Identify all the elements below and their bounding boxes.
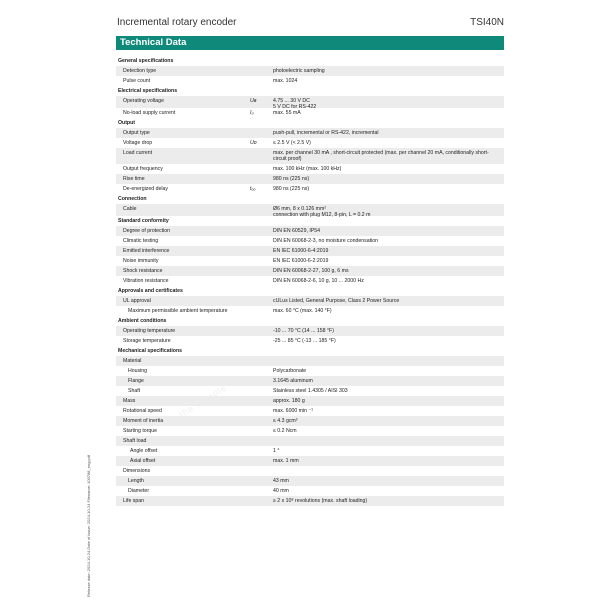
spec-value: DIN EN 60068-2-3, no moisture condensation (273, 238, 378, 244)
spec-value: max. 6000 min ⁻¹ (273, 408, 313, 414)
spec-row (116, 96, 504, 108)
spec-row (116, 426, 504, 436)
spec-row (116, 416, 504, 426)
section-heading: General specifications (118, 58, 174, 64)
section-heading: Approvals and certificates (118, 288, 183, 294)
spec-value: max. per channel 30 mA , short-circuit protected (max. per channel 20 mA, conditionally short-circuit proof) (273, 150, 489, 162)
spec-row (116, 276, 504, 286)
spec-label: Diameter (128, 488, 150, 494)
spec-value: 980 ns (225 ns) (273, 186, 310, 192)
spec-value: approx. 180 g (273, 398, 305, 404)
spec-row (116, 306, 504, 316)
spec-label: Shaft (128, 388, 141, 394)
spec-value: DIN EN 60068-2-27, 100 g, 6 ms (273, 268, 349, 274)
spec-row (116, 326, 504, 336)
spec-row (116, 446, 504, 456)
spec-value: photoelectric sampling (273, 68, 325, 74)
spec-row (116, 336, 504, 346)
spec-row (116, 406, 504, 416)
spec-row (116, 236, 504, 246)
spec-value: 3.1645 aluminum (273, 378, 313, 384)
spec-label: Operating temperature (123, 328, 176, 334)
spec-label: Cable (123, 206, 137, 212)
spec-value: DIN EN 60068-2-6, 10 g, 10 ... 2000 Hz (273, 278, 364, 284)
spec-label: Emitted interference (123, 248, 170, 254)
spec-value: 43 mm (273, 478, 289, 484)
spec-value: Polycarbonate (273, 368, 307, 374)
spec-row (116, 486, 504, 496)
spec-row (116, 66, 504, 76)
spec-row (116, 174, 504, 184)
spec-row (116, 386, 504, 396)
spec-value: max. 100 kHz (max. 100 kHz) (273, 166, 342, 172)
spec-value: Stainless steel 1.4305 / AISI 303 (273, 388, 348, 394)
section-bar-technical-data: Technical Data (116, 36, 504, 50)
section-heading: Mechanical specifications (118, 348, 183, 354)
spec-label: Axial offset (130, 458, 156, 464)
spec-value: Ø6 mm, 8 x 0.126 mm² connection with plug M12, 8-pin, L = 0.2 m (273, 206, 371, 218)
spec-row (116, 356, 504, 366)
section-heading: Output (118, 120, 135, 126)
spec-value: ≤ 0.2 Ncm (273, 428, 297, 434)
spec-row (116, 476, 504, 486)
spec-label: Rise time (123, 176, 145, 182)
spec-value: ≤ 4.3 gcm² (273, 418, 298, 424)
spec-row (116, 148, 504, 164)
spec-value: max. 60 °C (max. 140 °F) (273, 308, 332, 314)
spec-label: Mass (123, 398, 136, 404)
spec-row (116, 164, 504, 174)
spec-row (116, 366, 504, 376)
spec-value: DIN EN 60529, IP54 (273, 228, 321, 234)
spec-label: Storage temperature (123, 338, 171, 344)
spec-label: Shock resistance (123, 268, 163, 274)
spec-value: max. 1024 (273, 78, 298, 84)
spec-row (116, 76, 504, 86)
spec-symbol: Uʙ (250, 98, 257, 104)
spec-label: Climatic testing (123, 238, 159, 244)
spec-label: UL approval (123, 298, 151, 304)
spec-value: EN IEC 61000-6-4:2019 (273, 248, 329, 254)
spec-label: Voltage drop (123, 140, 153, 146)
spec-label: Maximum permissible ambient temperature (128, 308, 228, 314)
spec-value: 4.75 ... 30 V DC 5 V DC for RS-422 (273, 98, 317, 110)
spec-value: max. 1 mm (273, 458, 299, 464)
section-heading: Connection (118, 196, 147, 202)
spec-row (116, 204, 504, 216)
section-heading: Standard conformity (118, 218, 169, 224)
spec-label: Starting torque (123, 428, 158, 434)
spec-row (116, 226, 504, 236)
spec-row (116, 266, 504, 276)
spec-row (116, 496, 504, 506)
section-heading: Ambient conditions (118, 318, 167, 324)
document-title: Incremental rotary encoder (117, 17, 237, 28)
spec-symbol: tₒₒ (250, 186, 256, 192)
spec-value: 1 ° (273, 448, 280, 454)
spec-label: De-energized delay (123, 186, 168, 192)
spec-row (116, 184, 504, 194)
spec-symbol: Uᴅ (250, 140, 257, 146)
spec-row (116, 128, 504, 138)
spec-label: Life span (123, 498, 145, 504)
spec-value: cULus Listed, General Purpose, Class 2 Power Source (273, 298, 400, 304)
spec-row (116, 256, 504, 266)
spec-label: Degree of protection (123, 228, 171, 234)
spec-label: Output frequency (123, 166, 163, 172)
spec-label: Angle offset (130, 448, 158, 454)
spec-value: 980 ns (225 ns) (273, 176, 310, 182)
spec-value: ≥ 2 x 10⁸ revolutions (max. shaft loading) (273, 498, 368, 504)
spec-label: Flange (128, 378, 144, 384)
spec-row (116, 296, 504, 306)
spec-label: Vibration resistance (123, 278, 169, 284)
spec-label: No-load supply current (123, 110, 176, 116)
spec-label: Length (128, 478, 144, 484)
spec-row (116, 376, 504, 386)
spec-table (116, 56, 504, 506)
spec-value: EN IEC 61000-6-2:2019 (273, 258, 329, 264)
spec-label: Material (123, 358, 142, 364)
spec-row (116, 138, 504, 148)
release-note: Release date: 2024-10-24 Date of issue: 2024-10-24 Filename: 100788_eng.pdf (86, 454, 91, 597)
spec-label: Housing (128, 368, 148, 374)
spec-label: Load current (123, 150, 153, 156)
spec-label: Operating voltage (123, 98, 164, 104)
spec-value: ≤ 2.5 V (< 2.5 V) (273, 140, 311, 146)
spec-row (116, 396, 504, 406)
spec-label: Dimensions (123, 468, 151, 474)
spec-label: Moment of inertia (123, 418, 164, 424)
spec-label: Output type (123, 130, 150, 136)
spec-value: -25 ... 85 °C (-13 ... 185 °F) (273, 338, 336, 344)
spec-row (116, 108, 504, 118)
spec-row (116, 246, 504, 256)
spec-row (116, 436, 504, 446)
spec-value: 40 mm (273, 488, 289, 494)
spec-value: max. 55 mA (273, 110, 301, 116)
spec-row (116, 466, 504, 476)
spec-value: push-pull, incremental or RS-422, incremental (273, 130, 379, 136)
spec-label: Shaft load (123, 438, 147, 444)
spec-symbol: I₀ (250, 110, 254, 116)
section-heading: Electrical specifications (118, 88, 178, 94)
spec-label: Noise immunity (123, 258, 159, 264)
spec-label: Pulse count (123, 78, 151, 84)
spec-row (116, 456, 504, 466)
spec-label: Rotational speed (123, 408, 162, 414)
product-code: TSI40N (470, 17, 504, 28)
spec-value: -10 ... 70 °C (14 ... 158 °F) (273, 328, 334, 334)
spec-label: Detection type (123, 68, 157, 74)
